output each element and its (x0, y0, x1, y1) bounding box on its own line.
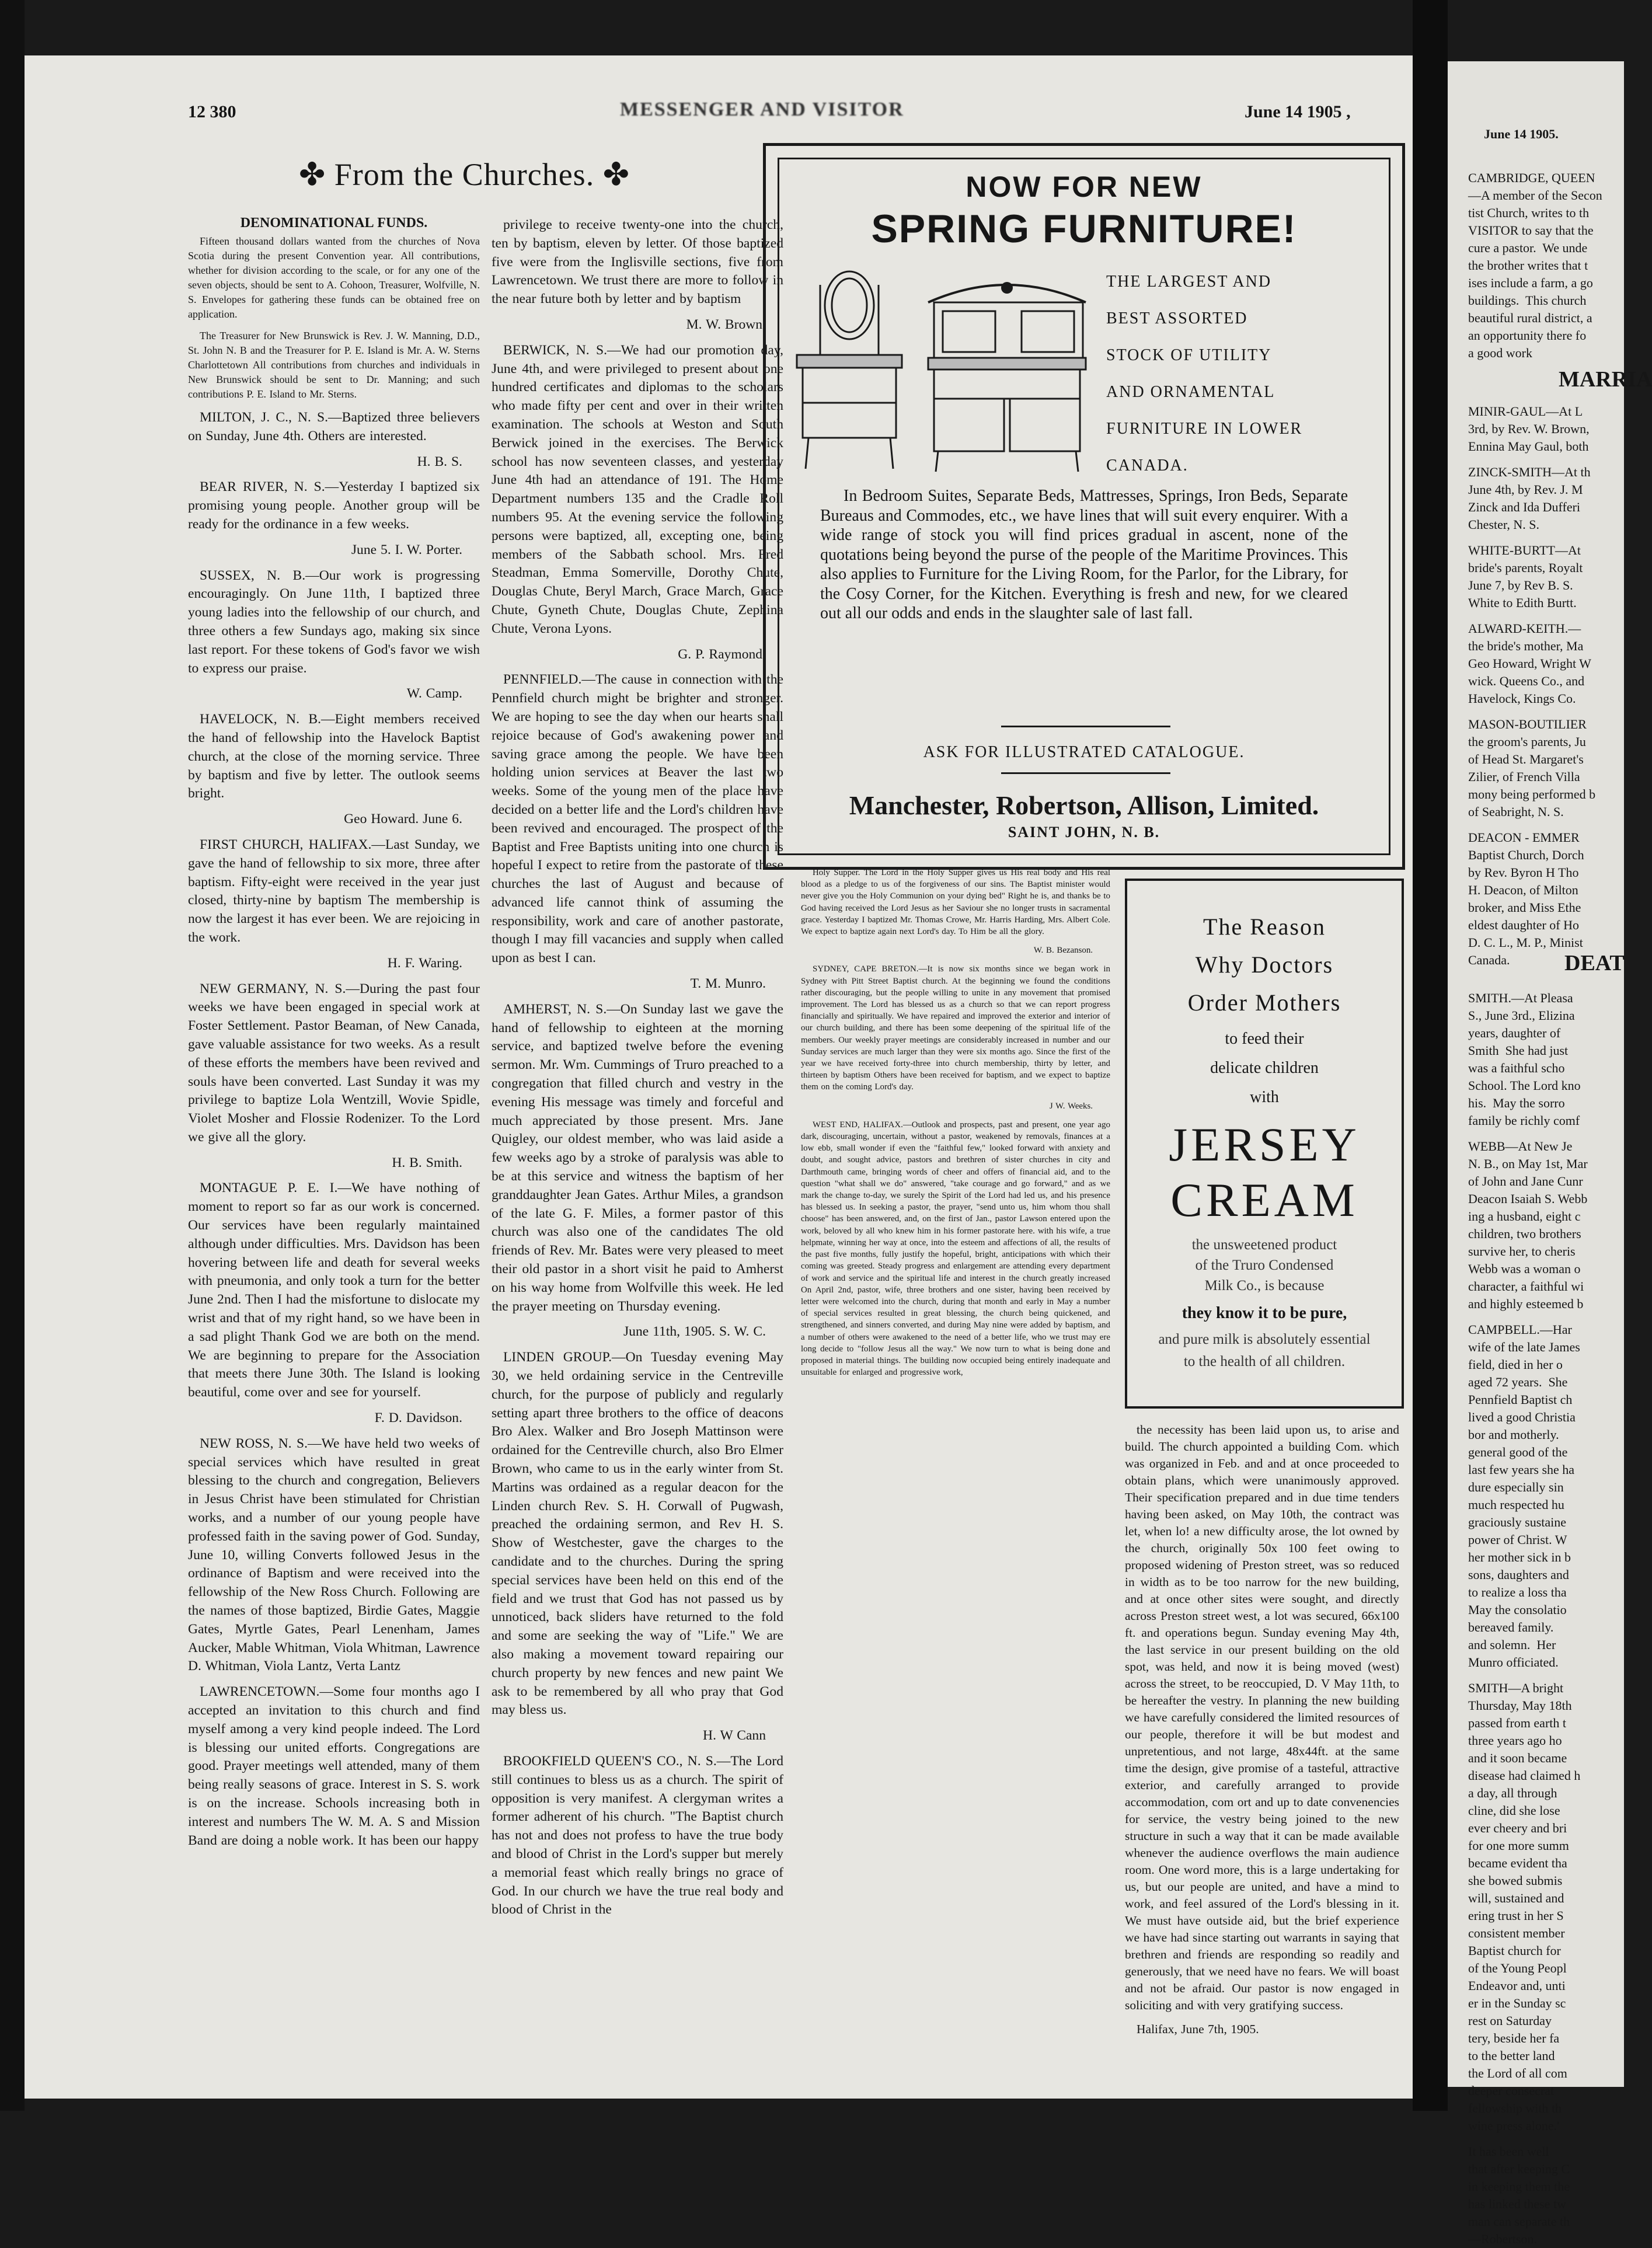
text-line: character, a faithful wi (1468, 1279, 1584, 1294)
cream-know: they know it to be pure, (1182, 1304, 1347, 1322)
text-line: Ennina May Gaul, both (1468, 439, 1589, 454)
cream-jersey: JERSEY (1169, 1118, 1360, 1171)
text-line: her mother sick in b (1468, 1550, 1571, 1564)
text-line: Canada. (1468, 953, 1510, 967)
column-3 (801, 867, 1110, 1385)
funds-title: DENOMINATIONAL FUNDS. (240, 215, 428, 231)
church-report: AMHERST, N. S.—On Sunday last we gave the hand of fellowship to eighteen at the morning service, and baptized twelve before the evening sermon. Mr. Wm. Cummings of Truro preached to a congregation that filled church and vestry in the evening His message was timely and forceful and much appreciated by those present. Mrs. Jane Quigley, our oldest member, who was laid aside a few weeks ago by a stroke of paralysis was able to be at this service and witness the baptism of her granddaughter Jean Gates. Arthur Miles, a grandson of the late G. F. Miles, a former pastor of this church was also one of the candidates The old friends of Rev. Mr. Bates were very pleased to meet their old pastor in a short visit he paid to Amherst on his way home from Wolfville this week. He led the prayer meeting on Thursday evening. (492, 1001, 783, 1314)
church-report: HAVELOCK, N. B.—Eight members received the hand of fellowship into the Havelock Baptist church, at the close of the morning service. Three by baptism and five by letter. The outlook seems bright. (188, 712, 480, 801)
text-line: consistent member (1468, 1926, 1565, 1940)
text-line: Baptist Church, Dorch (1468, 848, 1584, 862)
text-line: his. May the sorro (1468, 1096, 1565, 1110)
text-line: dure especially sin (1468, 1480, 1564, 1494)
text-line: STOCK OF UTILITY (1106, 346, 1272, 364)
text-line: —A member of the Secon (1468, 188, 1602, 203)
furniture-illustration (785, 267, 1089, 478)
text-line: wick. Queens Co., and (1468, 674, 1585, 688)
report-signature: J W. Weeks. (1049, 1101, 1093, 1111)
cream-reason: The Reason (1203, 914, 1326, 940)
text-line: Smith She had just (1468, 1043, 1569, 1058)
text-line: general good of the (1468, 1445, 1568, 1459)
text-line (1468, 455, 1595, 463)
furniture-advertisement (763, 143, 1405, 870)
ad-city: SAINT JOHN, N. B. (1008, 824, 1160, 841)
text-line: ering trust in her S (1468, 1908, 1564, 1923)
text-line (1468, 612, 1595, 620)
text-line: eldest daughter of Ho (1468, 918, 1579, 932)
text-line: ever cheery and bri (1468, 1821, 1567, 1835)
text-line: VISITOR to say that the (1468, 223, 1594, 238)
text-line (1468, 1313, 1588, 1321)
cream-delicate: delicate children (1210, 1059, 1319, 1077)
divider (1001, 772, 1170, 774)
text-line: It has been well (1468, 2144, 1549, 2159)
church-report: NEW ROSS, N. S.—We have held two weeks of special services which have resulted in great blessing to the church and congregation, Believers in Jesus Christ have been stimulated for Christian works, and a number of our young people have professed faith in the saving power of God. Sunday, June 10, willing Converts followed Jesus in the ordinance of Baptism and were received into the fellowship of the New Ross Church. Following are the names of those baptized, Birdie Gates, Maggie Gates, Myrtle Gates, Pearl Lenenham, James Aucker, Mable Whitman, Viola Whitman, Lawrence D. Whitman, Viola Lantz, Verta Lantz (188, 1435, 480, 1674)
church-report: MILTON, J. C., N. S.—Baptized three believers on Sunday, June 4th. Others are interested. (188, 410, 480, 444)
text-line: er in the Sunday sc (1468, 1996, 1566, 2010)
text-line: Zilier, of French Villa (1468, 769, 1580, 784)
text-line: May the consolatio (1468, 1602, 1567, 1617)
church-report: LINDEN GROUP.—On Tuesday evening May 30, we held ordaining service in the Centreville church, for the purpose of publicly and regularly setting apart three brothers to the office of deacons Bro Alex. Walker and Bro Joseph Mattinson were ordained for the Centreville church, also Bro Elmer Brown, who came to us in the early winter from St. Martins was ordained as a regular deacon for the Linden church Rev. S. H. Corwall of Pugwash, preached the ordaining sermon, and Rev H. S. Show of Westchester, gave the charges to the candidate and to the churches. During the spring special services have been held on this end of the field and we trust that God has not passed us by unnoticed, back sliders have returned to the fold and some are seeking the way of "Life." We are also making a movement toward repairing our church property by new fences and new paint We ask to be remembered by all who pray that God may bless us. (492, 1350, 783, 1718)
text-line: Havelock, Kings Co. (1468, 691, 1576, 706)
text-line: N. B., on May 1st, Mar (1468, 1156, 1588, 1171)
church-report: SUSSEX, N. B.—Our work is progressing encouragingly. On June 11th, I baptized three young ladies into the fellowship of our church, and three others a few Sundays ago, making six since last report. For these tokens of God's favor we wish to express our praise. (188, 567, 480, 676)
jersey-cream-advertisement (1125, 879, 1404, 1409)
report-signature: F. D. Davidson. (374, 1410, 462, 1426)
cream-cream: CREAM (1170, 1173, 1358, 1226)
text-line: WHITE-BURTT—At (1468, 543, 1581, 557)
next-page-notice (1468, 169, 1602, 362)
text-line: AND ORNAMENTAL (1106, 383, 1275, 401)
text-line: was a faithful scho (1468, 1061, 1565, 1075)
text-line: SMITH—A bright (1468, 1681, 1564, 1695)
report-signature: June 11th, 1905. S. W. C. (623, 1324, 766, 1340)
text-line: three years ago ho (1468, 1733, 1562, 1748)
text-line: deeper consecrat (1468, 2083, 1555, 2098)
section-title (299, 156, 630, 193)
text-line: White to Edith Burtt. (1468, 595, 1577, 610)
report-signature: Geo Howard. June 6. (344, 811, 462, 827)
divider (1001, 726, 1170, 727)
ornament-icon: ✤ (299, 157, 334, 192)
text-line: survive her, to cheris (1468, 1244, 1576, 1259)
scan-left-margin (0, 0, 25, 2111)
cream-to-feed: to feed their (1225, 1030, 1304, 1048)
text-line: SMITH.—At Pleasa (1468, 991, 1573, 1005)
column-1 (188, 216, 480, 1857)
text-line: ing a husband, eight c (1468, 1209, 1581, 1224)
report-signature: H. F. Waring. (387, 955, 462, 971)
text-line: a day, all through (1468, 1786, 1557, 1800)
text-line: beautiful rural district, a (1468, 311, 1592, 325)
text-line: tery, beside her fa (1468, 2031, 1560, 2045)
text-line: wife of the late James (1468, 1340, 1580, 1354)
text-line: Munro officiated. (1468, 1655, 1559, 1670)
cream-pure-1: and pure milk is absolutely essential (1158, 1332, 1371, 1347)
report-signature: T. M. Munro. (690, 976, 766, 992)
text-line: of Seabright, N. S. (1468, 804, 1564, 819)
section-title-text: From the Churches. (334, 157, 595, 192)
text-line: last few years she ha (1468, 1462, 1575, 1477)
text-line: disease had claimed h (1468, 1768, 1581, 1783)
church-report: MONTAGUE P. E. I.—We have nothing of moment to report so far as our work is concerned. Our services have been regularly maintained although under difficulties. Mrs. Davidson has been hovering between life and death for several weeks with pneumonia, and only took a turn for the better June 2nd. Then I had the misfortune to dislocate my wrist and that of my right hand, so we have been in a sad plight Thank God we are both on the mend. We are beginning to prepare for the Association that meets there June 30th. The Island is looking beautiful, come over and see for yourself. (188, 1180, 480, 1400)
report-signature: M. W. Brown. (686, 316, 766, 332)
text-line: bereaved family. (1468, 1620, 1554, 1634)
text-line: MASON-BOUTILIER (1468, 717, 1587, 731)
text-line: the Lord of all com (1468, 2066, 1567, 2080)
text-line: Deacon Isaiah S. Webb (1468, 1191, 1588, 1206)
text-line (1468, 534, 1595, 542)
report-signature: W. B. Bezanson. (1033, 946, 1093, 956)
text-line: bor and motherly. (1468, 1427, 1559, 1442)
text-line: DEACON - EMMER (1468, 830, 1580, 845)
text-line: she bowed submis (1468, 1873, 1563, 1888)
text-line: WEBB—At New Je (1468, 1139, 1573, 1153)
text-line: CAMBRIDGE, QUEEN (1468, 170, 1595, 185)
text-line: Chester, N. S. (1468, 517, 1539, 532)
text-line: and solemn. Her (1468, 1637, 1556, 1652)
ad-inner-border (778, 158, 1390, 855)
text-line (1468, 1130, 1588, 1138)
ad-body: In Bedroom Suites, Separate Beds, Mattresses, Springs, Iron Beds, Separate Bureaus and Commodes, etc., we have lines that will suit every enquirer. With a wide range of stock you will find prices gradual in ascent, none of the quotations being beyond the purse of the people of the Maritime Provinces. This also applies to Furniture for the Living Room, for the Parlor, for the Library, for the Cosy Corner, for the Kitchen. Everything is fresh and new, for we cleared out all our odds and ends in the slaughter sale of last fall. (820, 487, 1348, 622)
text-line: tist Church, writes to th (1468, 205, 1590, 220)
text-line: to realize a loss tha (1468, 1585, 1567, 1599)
text-line: ises include a farm, a go (1468, 276, 1593, 290)
cream-product-1: the unsweetened product (1191, 1237, 1337, 1253)
text-line: by Rev. Byron H Tho (1468, 865, 1579, 880)
text-line: bride's parents, Royalt (1468, 560, 1583, 575)
church-report: FIRST CHURCH, HALIFAX.—Last Sunday, we gave the hand of fellowship to six more, three after baptism. Fifty-eight were received in the year just closed, thirty-nine by baptism The membership is now the largest it has ever been. We are rejoicing in the work. (188, 837, 480, 945)
text-line: Webb was a woman o (1468, 1261, 1581, 1276)
ad-catalogue-line: ASK FOR ILLUSTRATED CATALOGUE. (923, 743, 1245, 761)
text-line: man can separate th (1468, 2214, 1570, 2229)
funds-text-2: The Treasurer for New Brunswick is Rev. J. W. Manning, D.D., St. John N. B and the Treasurer for P. E. Island is Mr. A. W. Sterns Charlottetown All contributions from churches and individuals in New Brunswick should be sent to Dr. Manning; and such contributions P. E. Island to Mr. Sterns. (188, 330, 480, 400)
marriage-notices (1468, 403, 1595, 969)
church-report: Holy Supper. The Lord in the Holy Supper gives us His real body and His real blood as a pledge to us of the forgiveness of our sins. The Baptist minister would never give you the Holy Communion on your dying bed" Right he is, and thanks be to God having received the Lord Jesus as her Saviour she no longer trusts in sacramental grace. Yesterday I baptized Mr. Thomas Crowe, Mr. Harris Harding, Mrs. Albert Cole. We expect to baptize again next Lord's day. To Him be all the glory. (801, 868, 1110, 937)
text-line: an opportunity there fo (1468, 328, 1587, 343)
text-line: Pennfield Baptist ch (1468, 1392, 1573, 1407)
masthead: MESSENGER AND VISITOR (620, 99, 904, 120)
text-line: S., June 3rd., Elizina (1468, 1008, 1575, 1023)
text-line: broker, and Miss Ethe (1468, 900, 1581, 915)
text-line (1468, 1671, 1588, 1679)
text-line: wine press alone.' (1468, 2118, 1560, 2133)
deaths-heading: DEAT (1564, 951, 1625, 975)
ornament-icon: ✤ (594, 157, 630, 192)
report-signature: H. W Cann (703, 1728, 766, 1744)
text-line: became evident tha (1468, 1856, 1567, 1870)
report-signature: H. B. S. (417, 454, 462, 469)
text-line: and highly esteemed b (1468, 1296, 1584, 1311)
text-line: FURNITURE IN LOWER (1106, 420, 1303, 438)
text-line: the brother writes that t (1468, 258, 1588, 273)
page-number: 12 380 (188, 102, 236, 121)
cream-why: Why Doctors (1195, 952, 1334, 978)
text-line: graciously sustaine (1468, 1515, 1567, 1529)
column-2 (492, 216, 783, 1926)
text-line: buildings. This church (1468, 293, 1587, 308)
funds-text: Fifteen thousand dollars wanted from the churches of Nova Scotia during the present Convention year. All contributions, whether for division according to the scale, or for any one of the seven objects, should be sent to A. Cohoon, Treasurer, Wolfville, N. S. Envelopes for gathering these funds can be obtained free on application. (188, 235, 480, 320)
church-report: WEST END, HALIFAX.—Outlook and prospects, past and present, one year ago dark, discouraging, uncertain, without a pastor, weakened by removals, finances at a low ebb, small wonder if even the "faithful few," looked forward with anxiety and doubt, and sought advice, pastors and brethren of sister churches in city and Darthmouth came, bringing words of cheer and offers of financial aid, and to the question "what shall we do" answered, "take courage and go forward," and as we mark the change to-day, we surely the Spirit of the Lord had led us, and his presence has blessed us. In seeking a pastor, the prayer, "send unto us, him whom thou shall choose" has been answered, and, on the first of Jan., pastor Lawson entered upon the work, beloved by all who knew him in his former pastorate here. with his wife, a true helpmate, winning her way at once, into the esteem and affections of all, the results of the past five months, fully justify the hopeful, bright, anticipations with which their coming was greeted. Steady progress and enlargement are attending every department of work and service and the spiritual life and interest in the church greatly increased On April 2nd, pastor, wife, three brothers and one sister, having been received by letter were welcomed into the church, during that month and early in May a number of special services resulted in great blessing, the church being quickened, and strengthened, and sinners converted, and during May nine were added by baptism, and a number of others were awakened to the need of a better life, who we trust may ere long decide to "follow Jesus all the way." We now turn to what is being done and proposed in material things. The building now occupied being entirely inadequate and unsuitable for enlarged and progressive work, (801, 1120, 1110, 1378)
text-line: ZINCK-SMITH—At th (1468, 465, 1591, 479)
text-line: sons, daughters and (1468, 1567, 1569, 1582)
cream-pure-2: to the health of all children. (1183, 1354, 1346, 1369)
column-4 (1125, 1421, 1399, 2045)
text-line (1468, 821, 1595, 829)
text-line: School. The Lord kno (1468, 1078, 1581, 1093)
ad-features (1106, 263, 1302, 484)
church-report: PENNFIELD.—The cause in connection with the Pennfield church might be brighter and stronger. We are hoping to see the day when our hearts shall rejoice because of God's awakening power and saving grace among the people. We have been holding union services at Beaver the last two weeks. Some of the young men of the place have decided on a better life and the Lord's children have been revived and encouraged. The prospect of the Baptist and Free Baptists uniting into one church is hopeful I expect to retire from the pastorate of these churches the last of August and because of advanced life cannot think of assuming the responsibility, work and care of another pastorate, though I may fill vacancies and supply when called upon as best I can. (492, 672, 783, 966)
page-date: June 14 1905 , (1245, 102, 1351, 121)
binding-gutter (1413, 0, 1448, 2111)
text-line: family be richly comf (1468, 1113, 1580, 1128)
text-line: children, two brothers (1468, 1226, 1581, 1241)
text-line: much respected hu (1468, 1497, 1564, 1512)
report-signature: H. B. Smith. (392, 1155, 462, 1170)
cream-with: with (1250, 1088, 1279, 1106)
cream-product-2: of the Truro Condensed (1195, 1257, 1334, 1273)
report-signature: W. Camp. (406, 686, 462, 702)
text-line: field, died in her o (1468, 1357, 1563, 1372)
church-report: LAWRENCETOWN.—Some four months ago I accepted an invitation to this church and find myself among a very kind people indeed. The Lord is blessing our united efforts. Congregations are good. Prayer meetings well attended, many of them being really seasons of grace. Interest in S. S. work is on the increase. Schools increasing both in interest and numbers The W. M. A. S and Mission Band are doing a noble work. It has been our happy (188, 1684, 480, 1848)
text-line: ALWARD-KEITH.— (1468, 621, 1581, 636)
text-line: passed from earth t (1468, 1716, 1566, 1730)
report-signature: G. P. Raymond. (678, 646, 766, 662)
church-report: the necessity has been laid upon us, to arise and build. The church appointed a building Com. which was organized in Feb. and and at once proceeded to obtain plans, which were unanimously approved. Their specification prepared and in due time tenders having been asked, on May 10th, the contract was let, when lo! a new difficulty arose, the lot owned by the church, originally 50x 100 feet owing to proposed widening of Preston street, was so reduced in width as to be too narrow for the new building, and at once other sites were sought, and directly across Preston street west, a lot was secured, 66x100 ft. and operations begun. Sunday evening May 4th, the last service in our present building on the old spot, was held, and now it is being moved (west) across the street, to be reoccupied, D. V May 11th, to be hereafter the vestry. In planning the new building we have carefully considered the limited resources of our people, therefore it will be but modest and unpretentious, and not large, 48x44ft. at the same time the design, give promise of a tasteful, attractive exterior, and carefully arranged to provide accommodation, com ort and up to date convenencies for service, the vestry being joined to the new structure in such a way that it can be made available whenever the audience overflows the main audience room. One word more, this is a large undertaking for us, but our people are united, and have a mind to work, and feel assured of the Lord's blessing in it. We must have outside aid, but the brief experience we have had since starting out warrants in saying that brethren and friends are responding so readily and generously, that we need have no fears. We will boast and not be afraid. Our pastor is now engaged in soliciting and with very gratifying success. (1125, 1423, 1399, 2012)
text-line: June 4th, by Rev. J. M (1468, 482, 1583, 497)
church-report: BROOKFIELD QUEEN'S CO., N. S.—The Lord still continues to bless us as a church. The spirit of opposition is very manifest. A clergyman writes a former adherent of his church. "The Baptist church has not and does not profess to have the true body and blood of Christ in the Lord's supper but merely a memorial feast which really brings no grace of God. In our church we have the true real body and blood of Christ in the (492, 1753, 783, 1918)
text-line: the bride's mother, Ma (1468, 639, 1584, 653)
text-line: to the better land (1468, 2048, 1555, 2063)
church-report: NEW GERMANY, N. S.—During the past four weeks we have been engaged in special work at Foster Settlement. Pastor Beaman, of New Canada, gave valuable assistance for two weeks. As a result of these efforts the members have been revived and souls have been converted. Last Sunday it was my privilege to baptize Lola Wentzill, Wovie Spidle, Violet Mosher and Flossie Rodenizer. To the Lord we give all the glory. (188, 981, 480, 1145)
text-line: aged 72 years. She (1468, 1375, 1568, 1389)
cream-order: Order Mothers (1187, 989, 1341, 1016)
text-line: years, daughter of (1468, 1026, 1561, 1040)
text-line: of John and Jane Cunr (1468, 1174, 1583, 1189)
church-report: privilege to receive twenty-one into the church, ten by baptism, eleven by letter. Of those baptized five were from the Inglisville sections, five from Lawrencetown. We trust there are more to follow in the near future both by letter and by baptism (492, 217, 783, 307)
funds-notice (188, 216, 480, 402)
text-line (1468, 707, 1595, 716)
text-line: Thursday, May 18th (1468, 1698, 1572, 1713)
text-line: and it soon became (1468, 1751, 1567, 1765)
cream-product-3: Milk Co., is because (1204, 1278, 1325, 1294)
church-report: BERWICK, N. S.—We had our promotion day, June 4th, and were privileged to present about one hundred certificates and diplomas to the scholars who made fifty per cent and over in their written examination. The schools at Weston and South Berwick joined in the exercises. The Berwick school has now seventeen classes, and yesterday June 4th had an attendance of 191. The Home Department numbers 135 and the Cradle Roll numbers 95. At the evening service the following persons were baptized, all, excepting one, being members of the Sabbath school. Mrs. Fred Steadman, Emma Somerville, Dorothy Chute, Douglas Chute, Beryl March, Grace March, Grace Chute, Gyneth Chute, Douglas Chute, Zephina Chute, Verona Lyons. (492, 342, 783, 636)
text-line: the groom's parents, Ju (1468, 734, 1586, 749)
text-line: H. Deacon, of Milton (1468, 883, 1578, 897)
text-line: CANADA. (1106, 456, 1189, 475)
text-line: for one more summ (1468, 1838, 1569, 1853)
text-line: will, sustained and (1468, 1891, 1564, 1905)
text-line: D. C. L., M. P., Minist (1468, 935, 1583, 950)
text-line: Geo Howard, Wright W (1468, 656, 1591, 671)
text-line: of the Young Peopl (1468, 1961, 1567, 1975)
church-report: SYDNEY, CAPE BRETON.—It is now six months since we began work in Sydney with Pitt Street Baptist church. At the beginning we found the conditions rather discouraging, but the people willing to unite in any movement that promised improvement. The Lord has blessed us as a church so that we can report progress financially and spiritually. We have repaired and improved the exterior and interior of our church building, and there has been some deepening of the spiritual life of the members. Our weekly prayer meetings are considerably increased in number and our Sunday services are much larger than they were six months ago. Since the first of the year we have received forty-three into church membership, thirty by letter, and thirteen by baptism Others have been received for baptism, and we expect to baptize them on the coming Lord's day. (801, 964, 1110, 1092)
text-line: mony being performed b (1468, 787, 1596, 801)
ad-spring-heading: SPRING FURNITURE! (871, 207, 1297, 251)
text-line: Endeavor and, unti (1468, 1978, 1566, 1993)
next-page-date: June 14 1905. (1484, 127, 1559, 141)
church-report: BEAR RIVER, N. S.—Yesterday I baptized six promising young people. Another group will be ready for the ordinance in a few weeks. (188, 479, 480, 532)
newspaper-page (25, 55, 1413, 2099)
text-line: CAMPBELL.—Har (1468, 1322, 1572, 1337)
marriages-heading: MARRIA (1559, 367, 1652, 392)
death-notices (1468, 989, 1588, 2248)
ad-now-heading: NOW FOR NEW (966, 170, 1203, 203)
text-line (1468, 2135, 1588, 2143)
text-line: THE LARGEST AND (1106, 273, 1272, 291)
text-line: of Head St. Margaret's (1468, 752, 1584, 766)
report-signature: June 5. I. W. Porter. (351, 542, 462, 557)
text-line: has linked these tw (1468, 2197, 1567, 2211)
adjacent-page (1448, 61, 1652, 2246)
text-line: —Robertson. (1468, 2232, 1537, 2246)
text-line: fellowship with th (1468, 2101, 1562, 2115)
text-line: BEST ASSORTED (1106, 309, 1248, 327)
text-line: a good work (1468, 346, 1532, 360)
text-line: June 7, by Rev B. S. (1468, 578, 1573, 593)
text-line: rest on Saturday (1468, 2013, 1552, 2028)
ad-company: Manchester, Robertson, Allison, Limited. (849, 790, 1319, 820)
text-line: Baptist church for (1468, 1943, 1561, 1958)
text-line: Zinck and Ida Dufferi (1468, 500, 1581, 514)
text-line: cline, did she lose (1468, 1803, 1560, 1818)
text-line: cure a pastor. We unde (1468, 241, 1588, 255)
text-line: 3rd, by Rev. W. Brown, (1468, 421, 1590, 436)
text-line: MINIR-GAUL—At L (1468, 404, 1583, 419)
church-report: Halifax, June 7th, 1905. (1137, 2022, 1259, 2036)
text-line: in keeping them the (1468, 2179, 1570, 2194)
text-line: that after keeping C (1468, 2162, 1570, 2176)
text-line: power of Christ. W (1468, 1532, 1567, 1547)
text-line: lived a good Christia (1468, 1410, 1576, 1424)
